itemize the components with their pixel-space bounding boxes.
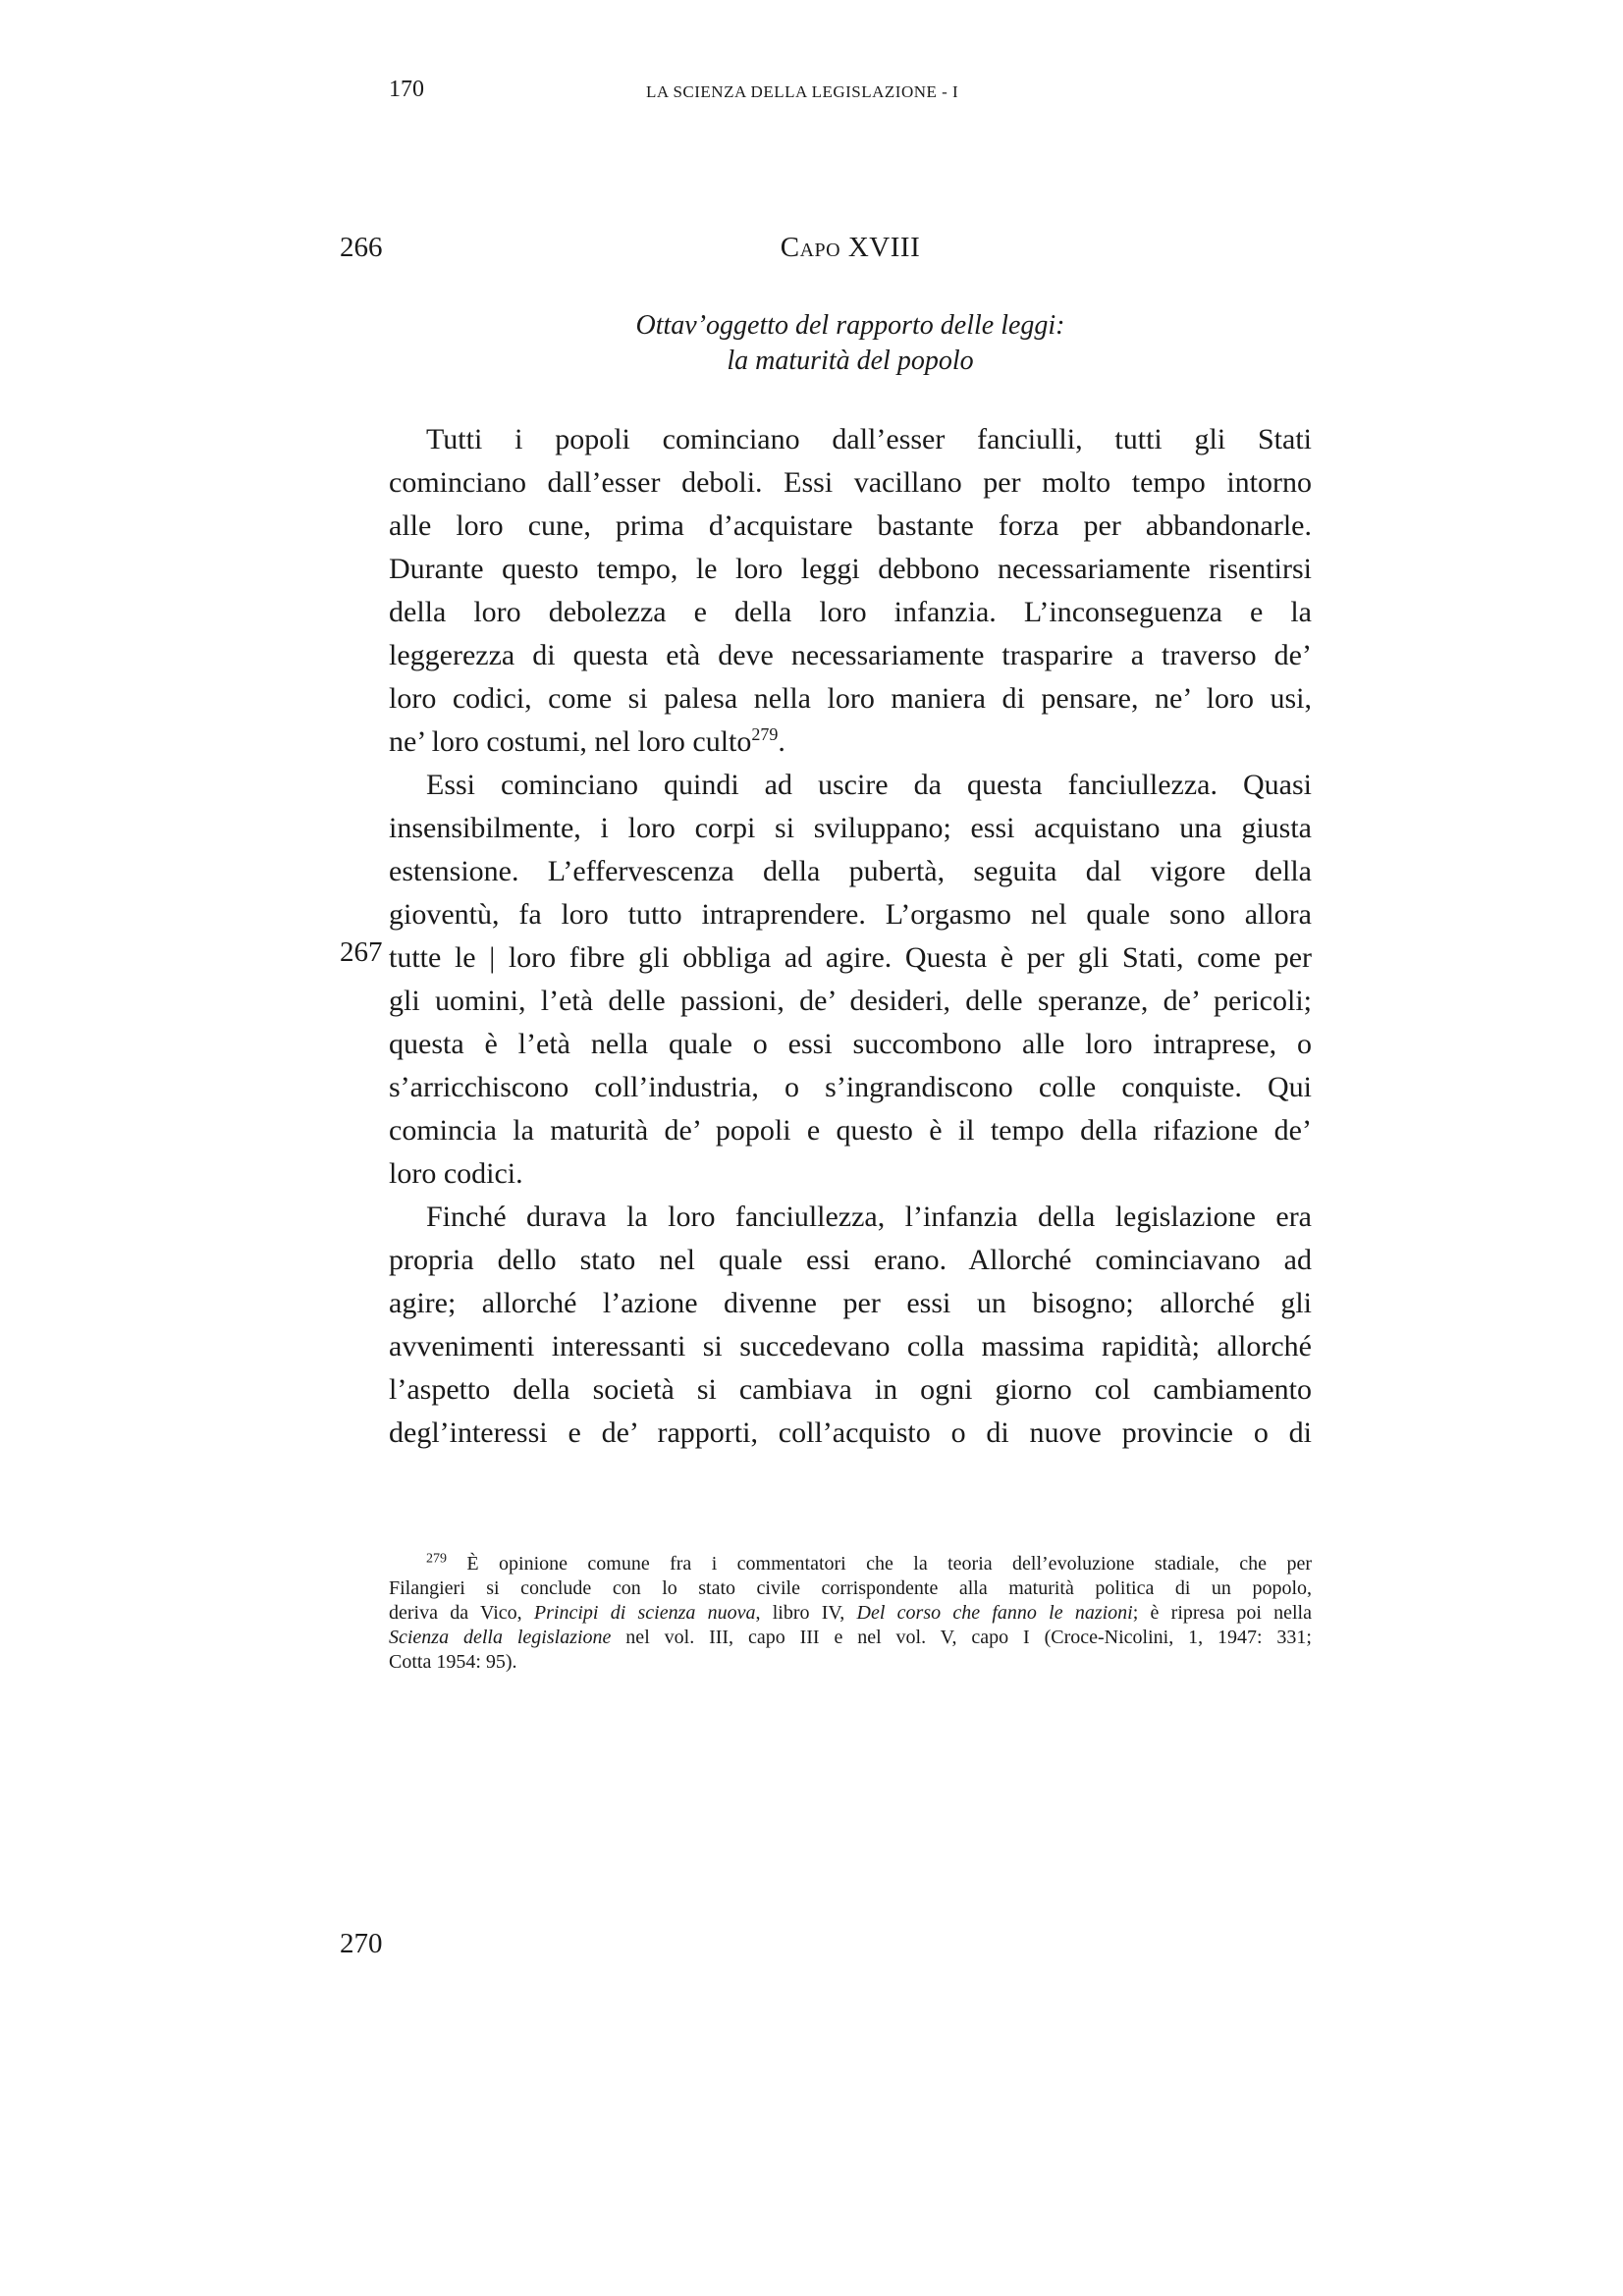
footnote-italic-title: Del corso che fanno le nazioni xyxy=(856,1602,1133,1624)
body-line: leggerezza di questa età deve necessariamente trasparire a traverso de’ xyxy=(389,639,1312,671)
footnote-italic-title: Principi di scienza nuova xyxy=(533,1602,756,1624)
chapter-title: Capo XVIII xyxy=(780,232,921,263)
body-line xyxy=(389,721,1312,764)
margin-number-top: 266 xyxy=(340,232,383,263)
body-line: l’aspetto della società si cambiava in ogni giorno col cambiamento xyxy=(389,1373,1312,1406)
body-line: loro codici, come si palesa nella loro maniera di pensare, ne’ loro usi, xyxy=(389,682,1312,715)
margin-number-middle: 267 xyxy=(340,936,383,968)
body-line: gli uomini, l’età delle passioni, de’ desideri, delle speranze, de’ pericoli; xyxy=(389,985,1312,1017)
margin-number-bottom: 270 xyxy=(340,1928,383,1959)
footnote-text: nel vol. III, capo III e nel vol. V, capo I (Croce-Nicolini, 1, 1947: 331; xyxy=(611,1627,1312,1648)
footnote-text: , libro IV, xyxy=(755,1602,857,1624)
body-line: estensione. L’effervescenza della pubertà, seguita dal vigore della xyxy=(389,855,1312,887)
footnote-italic-title: Scienza della legislazione xyxy=(389,1627,612,1648)
footnote-reference[interactable]: 279 xyxy=(751,724,779,744)
footnote-line xyxy=(389,1552,1312,1576)
body-line: alle loro cune, prima d’acquistare bastante forza per abbandonarle. xyxy=(389,509,1312,542)
footnote-reference-tail: . xyxy=(778,725,785,758)
page-number: 170 xyxy=(389,77,424,102)
body-line: agire; allorché l’azione divenne per essi un bisogno; allorché gli xyxy=(389,1287,1312,1319)
body-line: cominciano dall’esser deboli. Essi vacillano per molto tempo intorno xyxy=(389,466,1312,499)
footnote-line: Cotta 1954: 95). xyxy=(389,1651,517,1673)
footnote-line xyxy=(389,1626,1312,1650)
body-line: comincia la maturità de’ popoli e questo è il tempo della rifazione de’ xyxy=(389,1114,1312,1147)
body-line: gioventù, fa loro tutto intraprendere. L’orgasmo nel quale sono allora xyxy=(389,898,1312,931)
footnote-line xyxy=(389,1601,1312,1626)
body-line: propria dello stato nel quale essi erano. Allorché cominciavano ad xyxy=(389,1244,1312,1276)
footnote-line: Filangieri si conclude con lo stato civile corrispondente alla maturità politica di un popolo, xyxy=(389,1577,1312,1599)
footnote-text: È opinione comune fra i commentatori che la teoria dell’evoluzione stadiale, che per xyxy=(466,1553,1312,1575)
body-line: loro codici. xyxy=(389,1157,523,1190)
body-line: tutte le | loro fibre gli obbliga ad agire. Questa è per gli Stati, come per xyxy=(389,941,1312,974)
body-line: s’arricchiscono coll’industria, o s’ingrandiscono colle conquiste. Qui xyxy=(389,1071,1312,1103)
chapter-subtitle-line-2: la maturità del popolo xyxy=(727,346,974,376)
body-line: Essi cominciano quindi ad uscire da questa fanciullezza. Quasi xyxy=(426,769,1312,801)
body-line: insensibilmente, i loro corpi si sviluppano; essi acquistano una giusta xyxy=(389,812,1312,844)
footnote-number: 279 xyxy=(426,1551,447,1567)
body-line: degl’interessi e de’ rapporti, coll’acquisto o di nuove provincie o di xyxy=(389,1416,1312,1449)
body-text xyxy=(389,418,1312,1455)
body-line: Tutti i popoli cominciano dall’esser fanciulli, tutti gli Stati xyxy=(426,423,1312,455)
body-line: questa è l’età nella quale o essi succombono alle loro intraprese, o xyxy=(389,1028,1312,1060)
running-title: LA SCIENZA DELLA LEGISLAZIONE - I xyxy=(646,82,959,101)
footnote-text: deriva da Vico, xyxy=(389,1602,534,1624)
footnote xyxy=(389,1552,1312,1675)
body-line: Finché durava la loro fanciullezza, l’infanzia della legislazione era xyxy=(426,1201,1312,1233)
body-line-text: ne’ loro costumi, nel loro culto xyxy=(389,725,752,758)
body-line: Durante questo tempo, le loro leggi debbono necessariamente risentirsi xyxy=(389,553,1312,585)
body-line: avvenimenti interessanti si succedevano colla massima rapidità; allorché xyxy=(389,1330,1312,1362)
footnote-text: ; è ripresa poi nella xyxy=(1132,1602,1312,1624)
chapter-subtitle-line-1: Ottav’oggetto del rapporto delle leggi: xyxy=(635,310,1065,341)
body-line: della loro debolezza e della loro infanzia. L’inconseguenza e la xyxy=(389,596,1312,628)
running-head xyxy=(389,77,1312,116)
